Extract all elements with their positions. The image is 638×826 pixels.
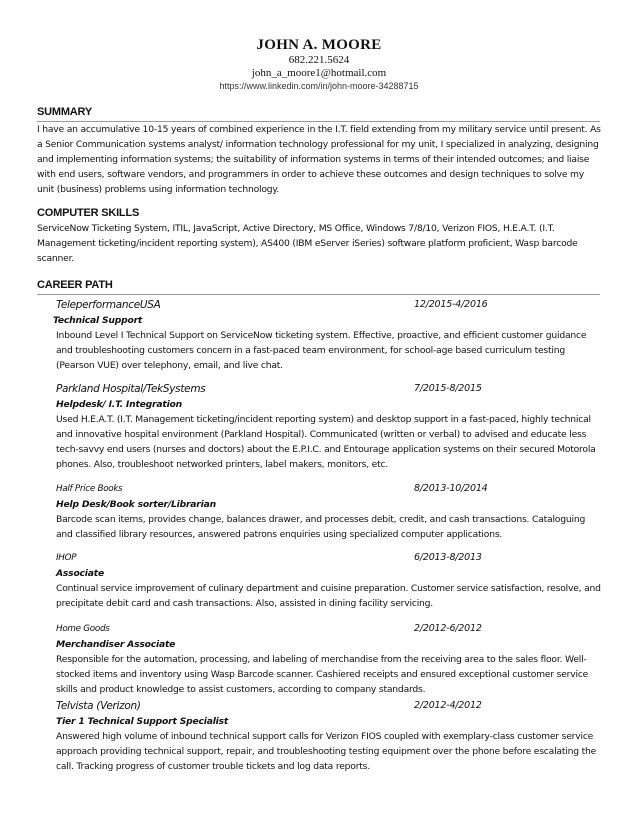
job-dates: 2/2012-4/2012 <box>414 700 482 711</box>
job-entry <box>56 698 604 774</box>
job-entry <box>56 381 604 472</box>
job-dates: 7/2015-8/2015 <box>414 383 482 394</box>
email-address: john_a_moore1@hotmail.com <box>251 67 387 79</box>
skills-text: ServiceNow Ticketing System, ITIL, JavaScript, Active Directory, MS Office, Windows 7/8/10, Verizon FIOS, H.E.A.T. (I.T. Management ticketing/incident reporting system), AS400 (IBM eServer iSeries) software platform proficient, Wasp barcode scanner. <box>37 223 578 264</box>
job-role: Help Desk/Book sorter/Librarian <box>56 499 216 510</box>
job-dates: 2/2012-6/2012 <box>414 623 482 634</box>
job-company: TeleperformanceUSA <box>56 299 161 311</box>
job-description: Answered high volume of inbound technical support calls for Verizon FIOS coupled with exemplary-class customer service approach providing technical support, repair, and troubleshooting testing equipment over the phone before escalating the call. Tracking progress of customer trouble tickets and log data reports. <box>56 731 597 772</box>
job-role: Merchandiser Associate <box>56 639 176 650</box>
career-heading: CAREER PATH <box>37 279 113 291</box>
job-entry <box>56 550 604 611</box>
summary-heading: SUMMARY <box>37 106 93 118</box>
job-entry <box>56 621 604 697</box>
skills-heading: COMPUTER SKILLS <box>37 207 140 219</box>
job-company: Telvista (Verizon) <box>56 700 141 712</box>
summary-text: I have an accumulative 10-15 years of combined experience in the I.T. field extending from my military service until present. As a Senior Communication systems analyst/ information technology professional for my unit, I specialized in analyzing, designing and implementing information systems; the suitability of information systems in terms of their intended outcomes; and liaise with end users, software vendors, and programmers in order to achieve these outcomes and design techniques to solve my unit (business) problems using information technology. <box>37 124 601 195</box>
job-role: Tier 1 Technical Support Specialist <box>56 716 229 727</box>
linkedin-url: https://www.linkedin.com/in/john-moore-34288715 <box>219 81 419 91</box>
job-role: Helpdesk/ I.T. Integration <box>56 399 182 410</box>
job-company: Half Price Books <box>56 484 123 494</box>
job-description: Inbound Level I Technical Support on ServiceNow ticketing system. Effective, proactive, and efficient customer guidance and troubleshooting customers concern in a fast-paced team environment, for school-age based curriculum testing (Pearson VUE) over telephony, email, and live chat. <box>56 330 587 371</box>
job-role: Associate <box>56 568 104 579</box>
job-company: Parkland Hospital/TekSystems <box>56 383 206 395</box>
candidate-name: JOHN A. MOORE <box>256 37 382 53</box>
job-role: Technical Support <box>53 315 143 326</box>
job-description: Continual service improvement of culinary department and cuisine preparation. Customer service satisfaction, resolve, and precipitate debit card and cash transactions. Also, assisted in dining facility servicing. <box>56 583 601 609</box>
job-description: Responsible for the automation, processing, and labeling of merchandise from the receiving area to the sales floor. Well-stocked items and inventory using Wasp Barcode scanner. Cashiered receipts and ensured exceptional customer service skills and product knowledge to assist customers, according to company standards. <box>56 654 589 695</box>
job-entry <box>56 481 604 542</box>
phone-number: 682.221.5624 <box>288 54 350 66</box>
job-company: Home Goods <box>56 624 110 634</box>
job-dates: 6/2013-8/2013 <box>414 552 482 563</box>
job-dates: 12/2015-4/2016 <box>414 299 488 310</box>
job-entry <box>53 297 604 373</box>
job-description: Barcode scan items, provides change, balances drawer, and processes debit, credit, and cash transactions. Cataloguing and classified library resources, answered patrons enquiries using specialized computer applications. <box>56 514 586 540</box>
job-dates: 8/2013-10/2014 <box>414 483 488 494</box>
job-description: Used H.E.A.T. (I.T. Management ticketing/incident reporting system) and desktop support in a fast-paced, highly technical and innovative hospital environment (Parkland Hospital). Communicated (written or verbal) to advised and educate less tech-savvy end users (nurses and doctors) about the E.P.I.C. and Entourage application systems on their secured Motorola phones. Also, troubleshoot networked printers, label makers, monitors, etc. <box>56 414 596 470</box>
career-divider <box>37 294 600 295</box>
job-company: IHOP <box>56 553 77 563</box>
resume-header <box>0 36 638 92</box>
